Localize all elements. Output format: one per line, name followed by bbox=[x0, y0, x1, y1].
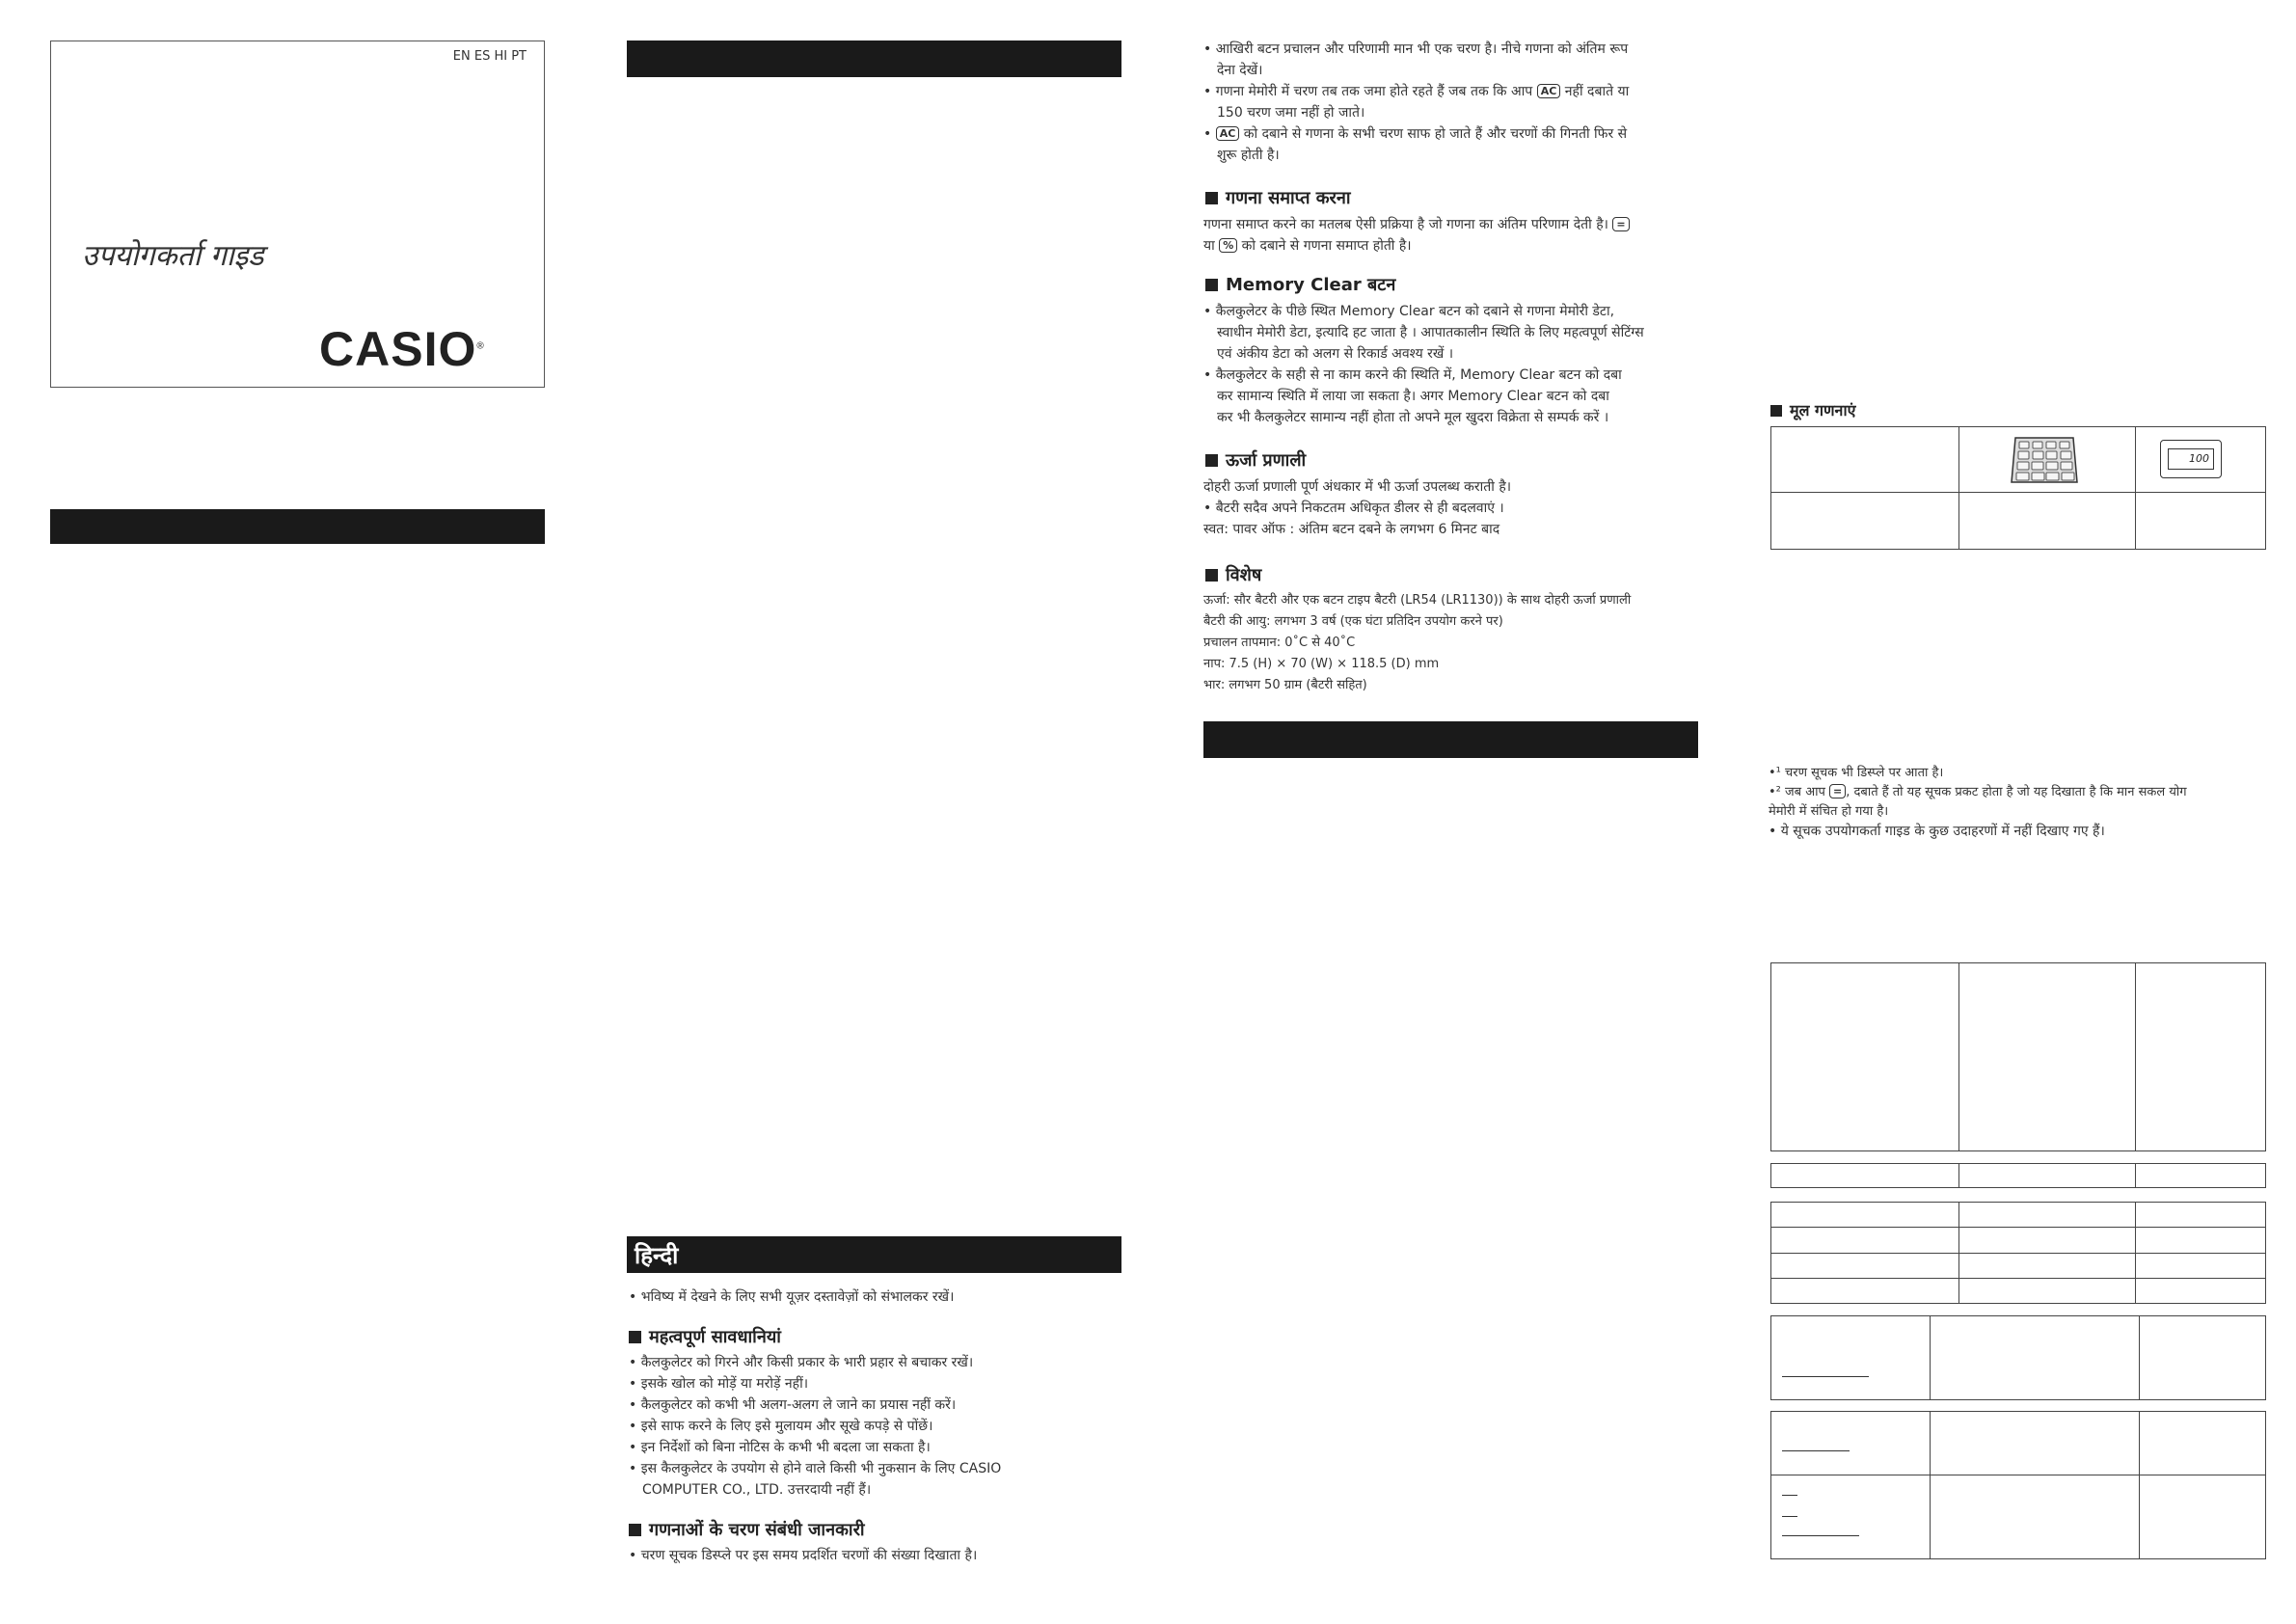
key-glyph-icon: % bbox=[1219, 238, 1237, 253]
memory-clear-heading bbox=[1205, 273, 1395, 296]
specs-title: विशेष bbox=[1226, 565, 1262, 585]
table-cell bbox=[2136, 1164, 2266, 1188]
power-text bbox=[1203, 476, 1511, 540]
table-cell bbox=[2136, 963, 2266, 1151]
table-cell bbox=[2136, 1203, 2266, 1228]
list-item: कर सामान्य स्थिति में लाया जा सकता है। अगर Memory Clear बटन को दबा bbox=[1217, 389, 1609, 404]
list-item: • इस कैलकुलेटर के उपयोग से होने वाले किसी भी नुकसान के लिए CASIO bbox=[629, 1461, 1002, 1476]
table-cell bbox=[1959, 1278, 2136, 1303]
list-item: • आखिरी बटन प्रचालन और परिणामी मान भी एक चरण है। नीचे गणना को अंतिम रूप bbox=[1203, 41, 1629, 57]
list-item: • कैलकुलेटर के सही से ना काम करने की स्थिति में, Memory Clear बटन को दबा bbox=[1203, 367, 1622, 383]
finalize-text bbox=[1203, 214, 1630, 257]
list-item: • बैटरी सदैव अपने निकटतम अधिकृत डीलर से ही बदलवाएं । bbox=[1203, 501, 1504, 516]
list-item: • कैलकुलेटर को कभी भी अलग-अलग ले जाने का प्रयास नहीं करें। bbox=[629, 1397, 957, 1413]
key-glyph-icon: AC bbox=[1537, 84, 1561, 98]
brand-name: CASIO bbox=[319, 322, 477, 376]
display-value: 100 bbox=[2168, 448, 2214, 470]
list-item: • चरण सूचक डिस्प्ले पर इस समय प्रदर्शित चरणों की संख्या दिखाता है। bbox=[629, 1548, 978, 1563]
list-item: • इन निर्देशों को बिना नोटिस के कभी भी बदला जा सकता है। bbox=[629, 1440, 931, 1455]
black-bar-left bbox=[50, 509, 545, 544]
table-cell bbox=[1959, 493, 2136, 550]
specs-heading bbox=[1205, 563, 1261, 586]
text-line: गणना समाप्त करने का मतलब ऐसी प्रक्रिया है जो गणना का अंतिम परिणाम देती है। = bbox=[1203, 214, 1630, 235]
language-codes: EN ES HI PT bbox=[452, 49, 527, 64]
table-cell bbox=[2140, 1412, 2266, 1475]
list-item: कर भी कैलकुलेटर सामान्य नहीं होता तो अपने मूल खुदरा विक्रेता से सम्पर्क करें । bbox=[1217, 410, 1609, 425]
table-cell bbox=[1771, 493, 1959, 550]
list-item: • कैलकुलेटर को गिरने और किसी प्रकार के भारी प्रहार से बचाकर रखें। bbox=[629, 1355, 974, 1370]
power-heading bbox=[1205, 448, 1306, 472]
display-icon bbox=[2160, 440, 2222, 478]
steps-list bbox=[629, 1545, 977, 1566]
table-cell bbox=[1931, 1316, 2140, 1400]
table-cell bbox=[1771, 1316, 1931, 1400]
precautions-list bbox=[629, 1352, 1001, 1501]
footnote: •² जब आप = , दबाते हैं तो यह सूचक प्रकट होता है जो यह दिखाता है कि मान सकल योग bbox=[1769, 785, 2187, 799]
table-cell bbox=[1959, 1253, 2136, 1278]
example-table-2 bbox=[1770, 1163, 2266, 1188]
table-cell bbox=[1931, 1412, 2140, 1475]
text-line: दोहरी ऊर्जा प्रणाली पूर्ण अंधकार में भी ऊर्जा उपलब्ध कराती है। bbox=[1203, 479, 1512, 495]
table-cell bbox=[1771, 1412, 1931, 1475]
example-table-1 bbox=[1770, 962, 2266, 1151]
key-glyph-icon: = bbox=[1612, 217, 1629, 231]
language-header: हिन्दी bbox=[627, 1236, 1121, 1273]
steps-title: गणनाओं के चरण संबंधी जानकारी bbox=[649, 1520, 865, 1540]
underline bbox=[1782, 1516, 1797, 1517]
cover-panel bbox=[50, 41, 545, 388]
table-cell bbox=[1771, 1164, 1959, 1188]
example-table-5 bbox=[1770, 1411, 2266, 1559]
precautions-title: महत्वपूर्ण सावधानियां bbox=[649, 1327, 781, 1347]
list-item: स्वाधीन मेमोरी डेटा, इत्यादि हट जाता है । आपातकालीन स्थिति के लिए महत्वपूर्ण सेटिंग्स bbox=[1217, 325, 1644, 340]
footnote: •¹ चरण सूचक भी डिस्प्ले पर आता है। bbox=[1769, 766, 1944, 780]
example-table-4 bbox=[1770, 1315, 2266, 1400]
table-cell bbox=[2140, 1316, 2266, 1400]
list-item: एवं अंकीय डेटा को अलग से रिकार्ड अवश्य रखें । bbox=[1217, 346, 1454, 362]
table-cell bbox=[1771, 963, 1959, 1151]
spec-line: प्रचालन तापमान: 0˚C से 40˚C bbox=[1203, 636, 1356, 650]
table-cell bbox=[1771, 1203, 1959, 1228]
table-cell bbox=[1959, 1164, 2136, 1188]
basic-calc-heading bbox=[1770, 399, 1855, 420]
example-table-3 bbox=[1770, 1202, 2266, 1304]
intro-text bbox=[629, 1286, 954, 1308]
spec-line: ऊर्जा: सौर बैटरी और एक बटन टाइप बैटरी (LR54 (LR1130)) के साथ दोहरी ऊर्जा प्रणाली bbox=[1203, 593, 1632, 608]
table-cell bbox=[2136, 1278, 2266, 1303]
underline bbox=[1782, 1376, 1869, 1377]
list-item: • इसे साफ करने के लिए इसे मुलायम और सूखे कपड़े से पोंछें। bbox=[629, 1419, 933, 1434]
footnotes bbox=[1769, 764, 2187, 841]
footnote: मेमोरी में संचित हो गया है। bbox=[1769, 804, 1889, 819]
table-cell bbox=[1771, 1475, 1931, 1559]
footnote: • ये सूचक उपयोगकर्ता गाइड के कुछ उदाहरणों में नहीं दिखाए गए हैं। bbox=[1769, 824, 2105, 839]
steps-continued bbox=[1203, 39, 1629, 166]
intro-line: • भविष्य में देखने के लिए सभी यूज़र दस्तावेज़ों को संभालकर रखें। bbox=[629, 1289, 955, 1305]
key-glyph-icon: = bbox=[1829, 784, 1846, 798]
list-item: • AC को दबाने से गणना के सभी चरण साफ हो जाते हैं और चरणों की गिनती फिर से bbox=[1203, 126, 1628, 142]
steps-heading bbox=[629, 1518, 865, 1541]
table-cell bbox=[2136, 1228, 2266, 1253]
table-cell bbox=[1771, 1278, 1959, 1303]
table-cell bbox=[1771, 1253, 1959, 1278]
list-item: 150 चरण जमा नहीं हो जाते। bbox=[1217, 105, 1365, 121]
table-cell bbox=[1959, 1228, 2136, 1253]
underline bbox=[1782, 1495, 1797, 1496]
underline bbox=[1782, 1535, 1859, 1536]
table-cell bbox=[1771, 1228, 1959, 1253]
specs-list bbox=[1203, 590, 1631, 696]
black-bar-right bbox=[1203, 721, 1698, 758]
table-cell bbox=[2136, 1253, 2266, 1278]
spec-line: भार: लगभग 50 ग्राम (बैटरी सहित) bbox=[1203, 678, 1367, 692]
keypad-icon bbox=[2010, 436, 2079, 484]
table-cell bbox=[1959, 1203, 2136, 1228]
table-cell bbox=[2140, 1475, 2266, 1559]
underline bbox=[1782, 1450, 1850, 1451]
black-bar-top-middle bbox=[627, 41, 1121, 77]
list-item: • गणना मेमोरी में चरण तब तक जमा होते रहते हैं जब तक कि आप AC नहीं दबाते या bbox=[1203, 84, 1630, 99]
list-item: • इसके खोल को मोड़ें या मरोड़ें नहीं। bbox=[629, 1376, 809, 1392]
power-title: ऊर्जा प्रणाली bbox=[1226, 450, 1307, 471]
basic-calc-title: मूल गणनाएं bbox=[1790, 401, 1856, 420]
table-cell bbox=[1771, 427, 1959, 493]
finalize-heading bbox=[1205, 186, 1351, 209]
text-line: स्वत: पावर ऑफ : अंतिम बटन दबने के लगभग 6 मिनट बाद bbox=[1203, 522, 1500, 537]
list-item: देना देखें। bbox=[1217, 63, 1263, 78]
spec-line: नाप: 7.5 (H) × 70 (W) × 118.5 (D) mm bbox=[1203, 657, 1440, 671]
table-cell bbox=[1959, 963, 2136, 1151]
precautions-heading bbox=[629, 1325, 781, 1348]
casio-logo: CASIO® bbox=[319, 322, 485, 376]
list-item: COMPUTER CO., LTD. उत्तरदायी नहीं हैं। bbox=[642, 1482, 872, 1498]
table-cell bbox=[2136, 493, 2266, 550]
finalize-title: गणना समाप्त करना bbox=[1226, 188, 1351, 208]
text-line: या % को दबाने से गणना समाप्त होती है। bbox=[1203, 238, 1412, 254]
spec-line: बैटरी की आयु: लगभग 3 वर्ष (एक घंटा प्रतिदिन उपयोग करने पर) bbox=[1203, 614, 1503, 629]
list-item: • कैलकुलेटर के पीछे स्थित Memory Clear बटन को दबाने से गणना मेमोरी डेटा, bbox=[1203, 304, 1615, 319]
list-item: शुरू होती है। bbox=[1217, 148, 1280, 163]
table-cell bbox=[1931, 1475, 2140, 1559]
key-glyph-icon: AC bbox=[1216, 126, 1240, 141]
cover-title: उपयोगकर्ता गाइड bbox=[82, 239, 264, 273]
memory-clear-list bbox=[1203, 301, 1644, 428]
memory-clear-title: Memory Clear बटन bbox=[1226, 275, 1396, 295]
